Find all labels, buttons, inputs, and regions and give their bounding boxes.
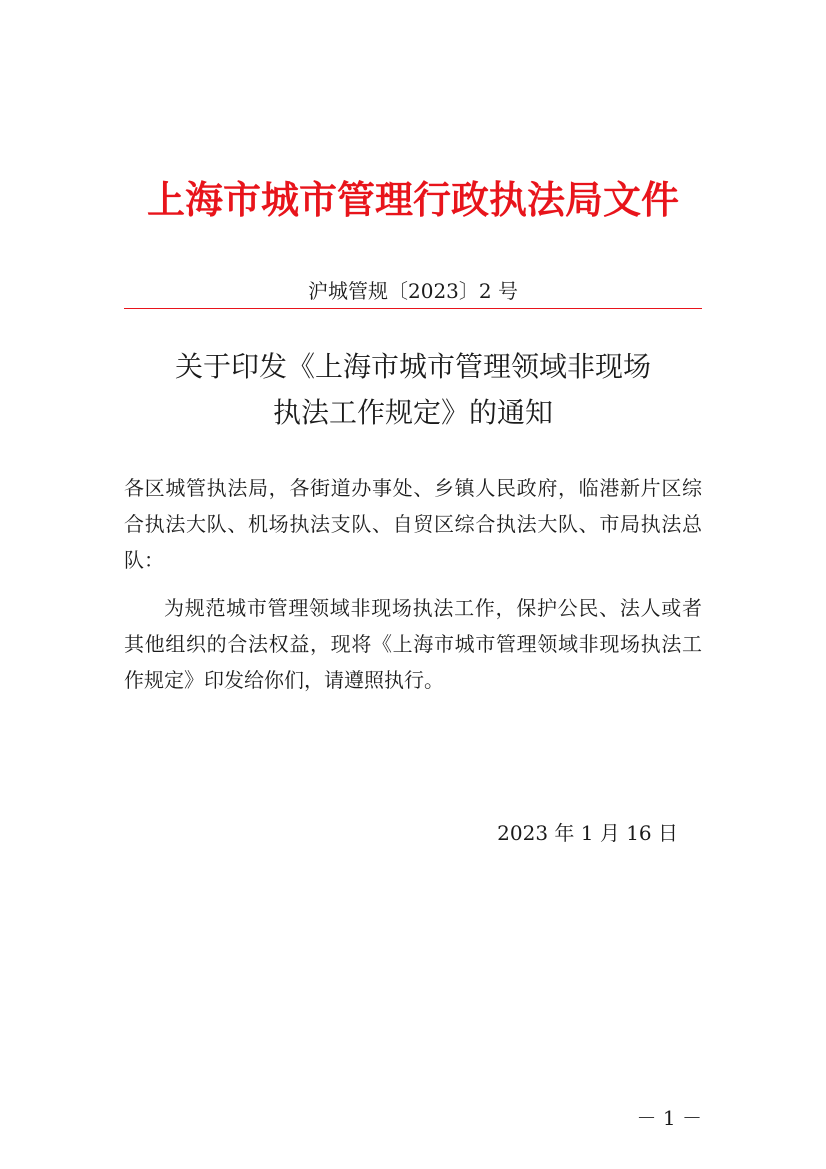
document-title [0,344,826,436]
title-line-1: 关于印发《上海市城市管理领域非现场 [174,350,651,383]
page-number: － 1 － [636,1106,702,1130]
red-divider-line [124,308,702,309]
document-number: 沪城管规〔2023〕2 号 [308,279,518,303]
addressee-text: 各区城管执法局，各街道办事处、乡镇人民政府，临港新片区综合执法大队、机场执法支队、自贸区综合执法大队、市局执法总队： [124,476,702,572]
title-line-2: 执法工作规定》的通知 [272,396,553,429]
body-paragraph: 为规范城市管理领域非现场执法工作，保护公民、法人或者其他组织的合法权益，现将《上海市城市管理领域非现场执法工作规定》印发给你们，请遵照执行。 [124,596,702,692]
issue-date: 2023 年 1 月 16 日 [497,821,678,845]
issuer-header: 上海市城市管理行政执法局文件 [146,178,679,222]
